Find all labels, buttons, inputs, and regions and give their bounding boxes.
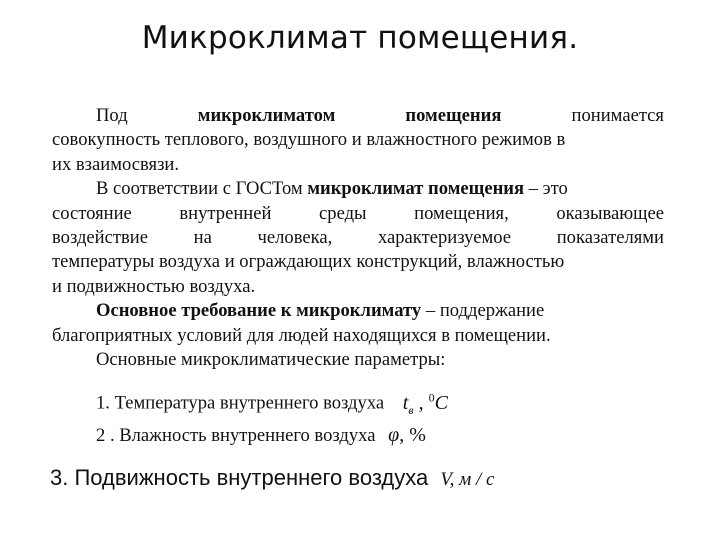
formula-superscript: 0 xyxy=(428,390,435,404)
gost-line-5: и подвижностью воздуха. xyxy=(52,275,256,297)
param-label: 1. Температура внутреннего воздуха xyxy=(96,392,385,414)
definition-term: микроклиматом xyxy=(197,105,336,126)
gost-line-4: температуры воздуха и ограждающих конструкций, влажностью xyxy=(52,251,565,273)
definition-line-3: их взаимосвязи. xyxy=(52,153,180,175)
requirement-text: – поддержание xyxy=(421,300,545,322)
params-heading: Основные микроклиматические параметры: xyxy=(96,349,446,371)
param-air-velocity xyxy=(50,465,494,491)
param-humidity xyxy=(96,424,426,447)
formula-symbol: φ xyxy=(388,424,400,446)
formula-symbol: V xyxy=(440,469,450,490)
gost-line-1 xyxy=(52,177,664,201)
formula-unit: , % xyxy=(399,424,426,446)
velocity-formula xyxy=(440,469,494,490)
requirement-line-1 xyxy=(52,299,664,323)
definition-word: понимается xyxy=(571,105,664,126)
formula-unit: , м / с xyxy=(449,469,495,490)
definition-term: помещения xyxy=(405,105,502,126)
formula-symbol: t xyxy=(402,391,409,414)
definition-line-2: совокупность теплового, воздушного и влажностного режимов в xyxy=(52,129,566,151)
requirement-line-2: благоприятных условий для людей находящихся в помещении. xyxy=(52,324,551,346)
gost-text: В соответствии с ГОСТом xyxy=(96,178,308,200)
formula-subscript: в xyxy=(408,402,414,417)
gost-line-2: состояние внутренней среды помещения, оказывающее xyxy=(52,202,664,224)
body-text xyxy=(52,104,664,372)
definition-line-1 xyxy=(52,104,664,128)
gost-text: – это xyxy=(524,178,568,200)
gost-term: микроклимат помещения xyxy=(307,178,525,200)
humidity-formula xyxy=(388,424,426,446)
param-temperature xyxy=(96,390,448,418)
param-label: 3. Подвижность внутреннего воздуха xyxy=(50,465,429,490)
param-label: 2 . Влажность внутреннего воздуха xyxy=(96,425,376,446)
slide-title: Микроклимат помещения. xyxy=(141,20,579,56)
requirement-term: Основное требование к микроклимату xyxy=(96,300,422,322)
temperature-formula: $t_в$ , $^0$C xyxy=(402,390,448,417)
definition-word: Под xyxy=(96,105,128,126)
formula-unit: C xyxy=(434,391,448,414)
gost-line-3: воздействие на человека, характеризуемое показателями xyxy=(52,227,664,249)
